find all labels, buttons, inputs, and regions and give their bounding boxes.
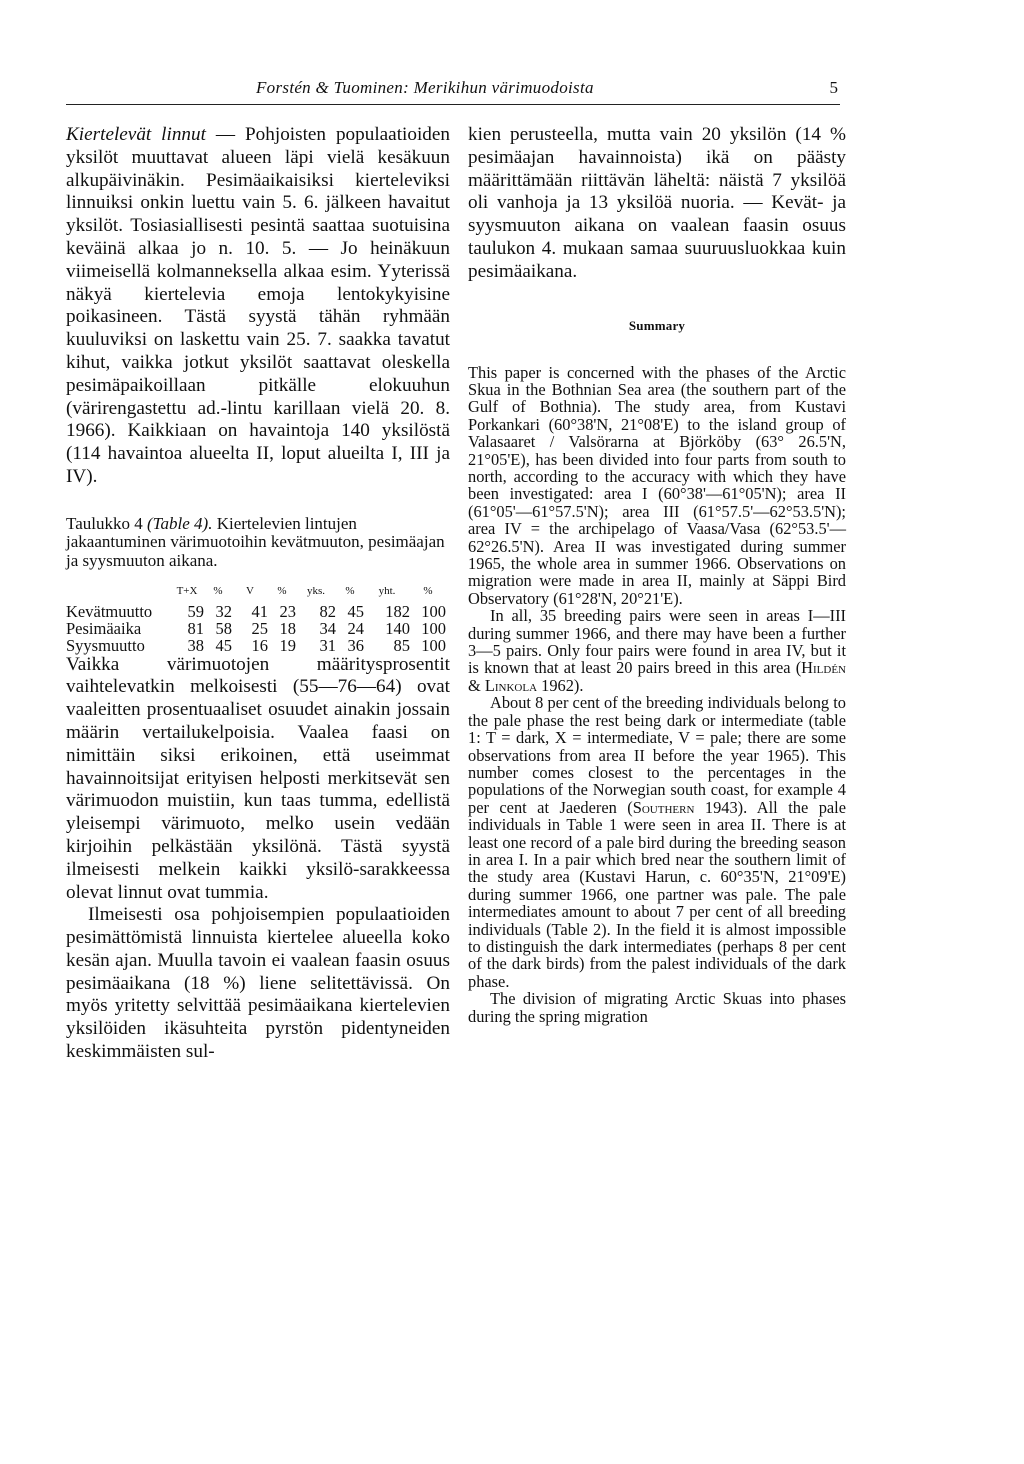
- table-cell: 58: [215, 618, 232, 638]
- summary-paragraph: [468, 607, 846, 694]
- table-caption: [66, 515, 450, 571]
- running-header: [66, 78, 840, 104]
- table-header-cell: V: [246, 584, 254, 597]
- summary-paragraph: The division of migrating Arctic Skuas into phases during the spring migration: [468, 989, 846, 1026]
- paragraph-varimuodot: Vaikka värimuotojen määritysprosentit vaihtelevatkin melkoisesti (55—76—64) ovat vaaleitten prosentuaaliset osuudet ainakin jossain määrin vertailukelpoisia. Vaalea faasi on nimittäin siksi erikoinen, että useimmat havainnoitsijat erityisen helposti merkitsevät sen värimuodon muistiin, kun taas tumma, edellistä yleisempi värimuoto, melko usein vedään kirjoihin pelkästään yksilönä. Tästä syystä ilmeisesti melkein kaikki yksilö-sarakkeessa olevat linnut ovat tummia.: [66, 653, 450, 903]
- citation: Hildén & Linkola: [468, 658, 846, 695]
- summary-text: About 8 per cent of the breeding individuals belong to the pale phase the rest being dark or intermediate (table 1: T = dark, X = intermediate, V = pale; there are some observations from area II before the year 1965). This number comes closest to the percentages in the populations of the Norwegian south coast, for example 4 per cent at Jaederen (: [468, 693, 846, 817]
- table-header-cell: yht.: [378, 584, 396, 597]
- summary-text: 1962).: [537, 675, 584, 695]
- table-header-cell: %: [423, 584, 433, 597]
- paragraph-kiertelevat: [66, 124, 450, 489]
- right-column: [468, 124, 846, 1025]
- table-cell: 182: [385, 601, 410, 621]
- table-header-cell: T+X: [176, 584, 198, 597]
- summary-text: In all, 35 breeding pairs were seen in areas I—III during summer 1966, and there may have been a further 3—5 pairs. Only four pairs were found in area IV, but it is known that at least 20 pairs breed in this area (: [468, 606, 846, 678]
- table-cell: 59: [187, 601, 204, 621]
- summary-paragraph: [468, 694, 846, 990]
- summary-body: [468, 364, 846, 1025]
- summary-heading: Summary: [628, 317, 686, 333]
- table-cell: 31: [319, 635, 336, 655]
- table-cell: 85: [393, 635, 410, 655]
- table-4: [66, 585, 446, 654]
- table-cell: 100: [421, 618, 446, 638]
- table-row: [66, 603, 446, 620]
- table-cell: 24: [347, 618, 364, 638]
- table-cell: 140: [385, 618, 410, 638]
- caption-prefix: Taulukko 4: [66, 513, 147, 533]
- table-header-cell: %: [345, 584, 355, 597]
- table-cell: Syysmuutto: [66, 635, 145, 655]
- table-header-cell: yks.: [306, 584, 326, 597]
- table-cell: 100: [421, 601, 446, 621]
- table-cell: 36: [347, 635, 364, 655]
- paragraph-continued: kien perusteella, mutta vain 20 yksilön (14 % pesimäajan havainnoista) ikä on päästy määrittämään riittävän läheltä: näistä 7 yksilöä oli vanhoja ja 13 yksilöä nuoria. — Kevät- ja syysmuuton aikana on vaalean faasin osuus taulukon 4. mukaan samaa suuruusluokkaa kuin pesimäaikana.: [468, 124, 846, 282]
- table-cell: 45: [215, 635, 232, 655]
- table-header-cell: %: [213, 584, 223, 597]
- summary-paragraph: This paper is concerned with the phases of the Arctic Skua in the Bothnian Sea area (the southern part of the Gulf of Bothnia). The study area, from Kustavi Porkankari (60°38'N, 21°08'E) to the island group of Valasaaret / Valsörarna at Björköby (63° 26.5'N, 21°05'E), has been divided into four parts from south to north, according to the accuracy with which they have been investigated: area I (60°38'—61°05'N); area II (61°05'—61°57.5'N); area III (61°57.5'—62°53.5'N); area IV = the archipelago of Vaasa/Vasa (62°53.5'—62°26.5'N). Area II was investigated during summer 1965, the whole area in summer 1966. Observations on migration were made in area II, mainly at Säppi Bird Observatory (61°28'N, 20°21'E).: [468, 362, 846, 608]
- table-cell: 34: [319, 618, 336, 638]
- caption-table-ref: (Table 4).: [146, 513, 213, 533]
- table-cell: 23: [279, 601, 296, 621]
- table-cell: 41: [251, 601, 268, 621]
- caption-text: Kiertelevien lintujen jakaantuminen värimuotoihin kevätmuuton, pesimäajan ja syysmuuton aikana.: [66, 513, 445, 570]
- table-cell: 19: [279, 635, 296, 655]
- table-cell: 38: [187, 635, 204, 655]
- citation: Southern: [632, 797, 695, 817]
- table-cell: Kevätmuutto: [66, 601, 153, 621]
- table-row: [66, 620, 446, 637]
- table-cell: Pesimäaika: [66, 618, 142, 638]
- table-cell: 16: [251, 635, 268, 655]
- summary-text: 1943). All the pale individuals in Table 1 were seen in area II. There is at least one record of a pale bird during the breeding season in area I. In a pair which bred near the southern limit of the study area (Kustavi Harun, c. 60°35'N, 21°09'E) during summer 1966, one partner was pale. The pale intermediates amount to about 7 per cent of all breeding individuals (Table 2). In the field it is almost impossible to distinguish the dark intermediates (perhaps 8 per cent of the dark birds) from the palest individuals of the dark phase.: [468, 797, 846, 991]
- paragraph-text: — Pohjoisten populaatioiden yksilöt muuttavat alueen läpi vielä kesäkuun alkupäivinäkin. Pesimäaikaisiksi kierteleviksi linnuiksi onkin luettu vain 5. 6. jälkeen havaitut yksilöt. Tosiasiallisesti pesintä saattaa suotuisina keväinä alkaa jo n. 10. 5. — Jo heinäkuun viimeisellä kolmanneksella alkaa esim. Yyterissä näkyä kiertelevia emoja lentokykyisine poikasineen. Tästä syystä tähän ryhmään kuuluviksi on laskettu vain 25. 7. saakka tavatut kihut, vaikka jotkut yksilöt saattavat oleskella pesimäpaikoillaan pitkälle elokuuhun (värirengastettu ad.-lintu karillaan vielä 20. 8. 1966). Kaikkiaan on havaintoja 140 yksilöstä (114 havaintoa alueelta II, loput alueilta I, III ja IV).: [66, 124, 450, 487]
- header-rule: [66, 104, 840, 105]
- section-lead: Kiertelevät linnut: [66, 124, 206, 145]
- left-column: [66, 124, 450, 1064]
- table-header-cell: [66, 585, 170, 603]
- table-cell: 18: [279, 618, 296, 638]
- table-header-row: [66, 585, 446, 603]
- page-number: 5: [829, 78, 838, 97]
- paragraph-pohjoisemmat: Ilmeisesti osa pohjoisempien populaatioiden pesimättömistä linnuista kiertelee alueella koko kesän ajan. Muulla tavoin ei vaalean faasin osuus pesimäaikana (18 %) liene selitettävissä. On myös yritetty selvittää pesimäaikana kiertelevien yksilöiden ikäsuhteita pyrstön pidentyneiden keskimmäisten sul-: [66, 904, 450, 1063]
- table-cell: 25: [251, 618, 268, 638]
- table-cell: 100: [421, 635, 446, 655]
- table-cell: 45: [347, 601, 364, 621]
- table-header-cell: %: [277, 584, 287, 597]
- running-title: Forstén & Tuominen: Merikihun värimuodoista: [256, 78, 594, 97]
- table-cell: 82: [319, 601, 336, 621]
- table-cell: 32: [215, 601, 232, 621]
- table-cell: 81: [187, 618, 204, 638]
- table-row: [66, 637, 446, 654]
